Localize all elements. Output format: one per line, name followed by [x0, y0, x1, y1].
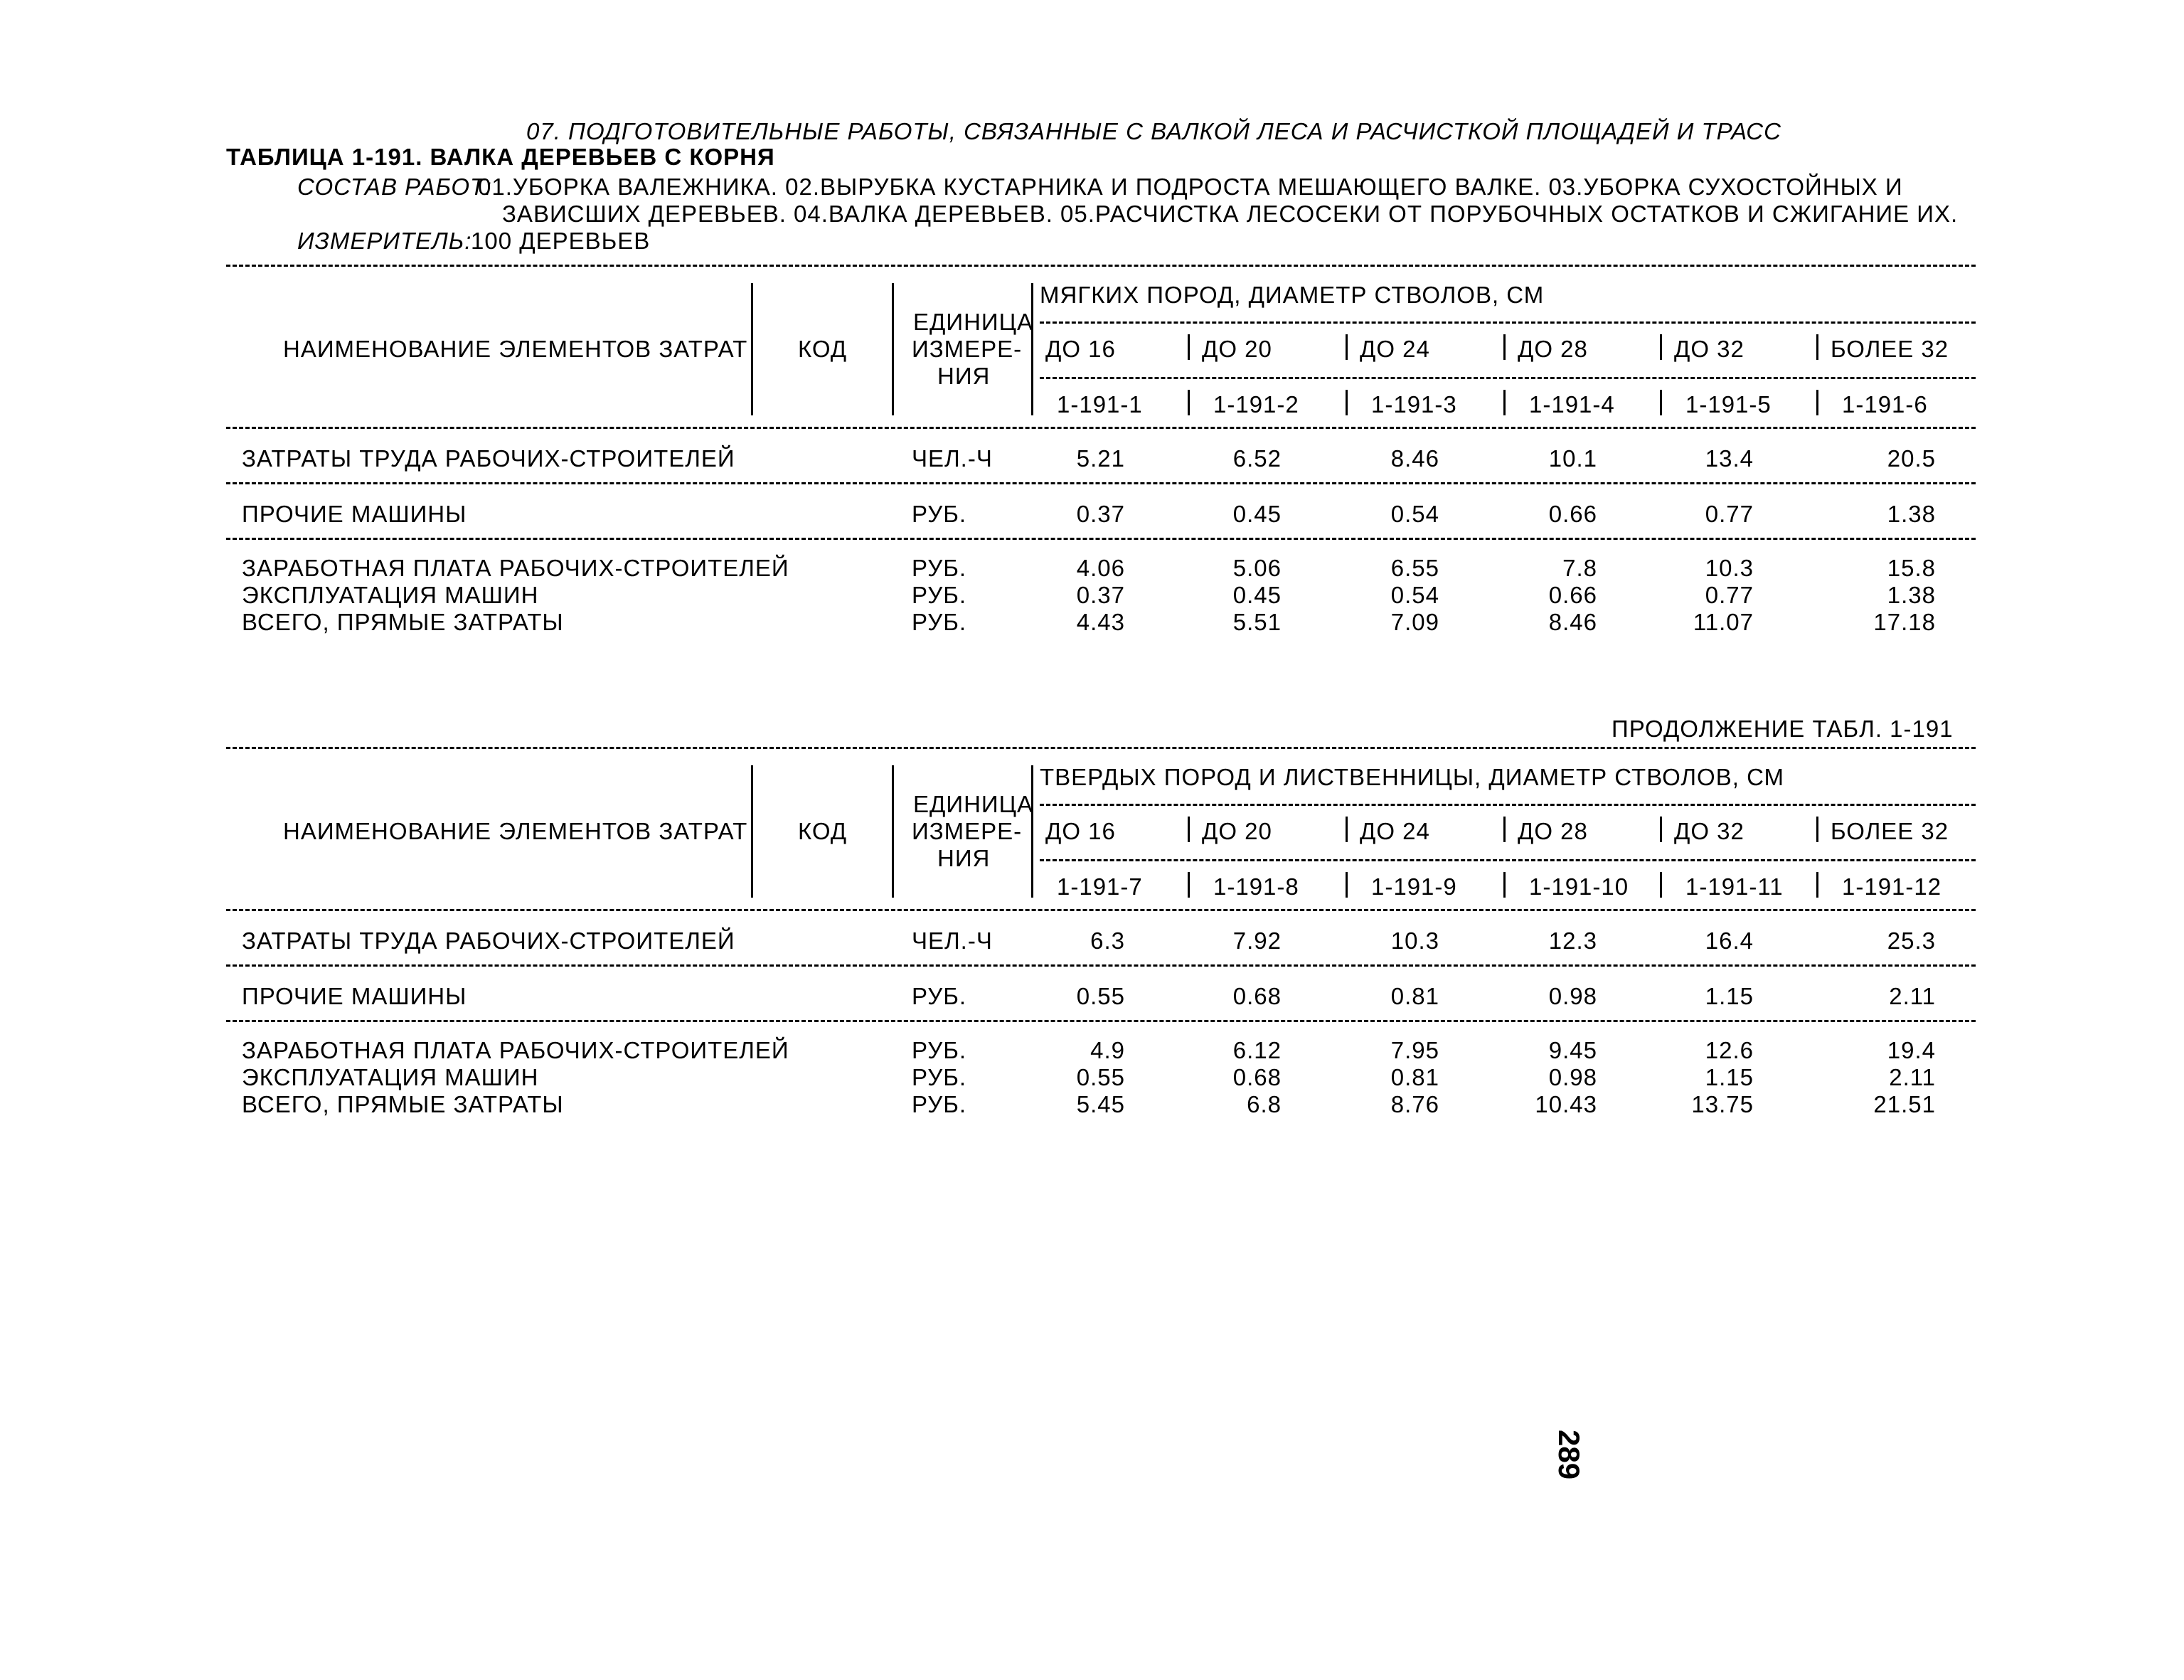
code-divider — [1816, 390, 1818, 415]
group-title: МЯГКИХ ПОРОД, ДИАМЕТР СТВОЛОВ, СМ — [1040, 282, 1545, 308]
row-value: 13.75 — [1691, 1091, 1754, 1117]
row-value: 8.76 — [1390, 1091, 1439, 1117]
diameter-header: БОЛЕЕ 32 — [1831, 336, 1949, 362]
row-rule — [226, 482, 1976, 484]
row-value: 2.11 — [1889, 1064, 1936, 1090]
header-name: НАИМЕНОВАНИЕ ЭЛЕМЕНТОВ ЗАТРАТ — [283, 336, 748, 362]
row-value: 0.45 — [1232, 501, 1282, 527]
row-value: 1.38 — [1887, 501, 1936, 527]
diameter-divider — [1031, 334, 1033, 360]
page-number: 289 — [1552, 1430, 1586, 1480]
row-unit: ЧЕЛ.-Ч — [912, 927, 993, 954]
rate-code: 1-191-9 — [1371, 873, 1457, 900]
diameter-divider — [1031, 817, 1033, 842]
row-unit: ЧЕЛ.-Ч — [912, 445, 993, 472]
row-unit: РУБ. — [912, 983, 967, 1009]
row-value: 10.43 — [1535, 1091, 1597, 1117]
row-value: 0.68 — [1232, 983, 1282, 1009]
header-unit-3: НИЯ — [937, 363, 991, 389]
diameter-header: ДО 28 — [1518, 336, 1588, 362]
row-value: 4.9 — [1090, 1037, 1125, 1063]
header-divider-name — [751, 765, 753, 898]
row-value: 6.12 — [1232, 1037, 1282, 1063]
rate-code: 1-191-6 — [1842, 391, 1928, 418]
row-value: 6.55 — [1390, 555, 1439, 581]
diameter-divider — [1660, 817, 1662, 842]
row-unit: РУБ. — [912, 1091, 967, 1117]
row-name: ВСЕГО, ПРЯМЫЕ ЗАТРАТЫ — [242, 609, 564, 635]
row-value: 10.3 — [1705, 555, 1754, 581]
row-value: 4.06 — [1076, 555, 1125, 581]
row-value: 7.8 — [1562, 555, 1597, 581]
row-value: 13.4 — [1705, 445, 1754, 472]
row-value: 2.11 — [1889, 983, 1936, 1009]
row-value: 1.38 — [1887, 582, 1936, 608]
row-value: 0.45 — [1232, 582, 1282, 608]
diameter-header: ДО 32 — [1674, 818, 1744, 844]
row-value: 20.5 — [1887, 445, 1936, 472]
code-divider — [1031, 872, 1033, 898]
row-name: ПРОЧИЕ МАШИНЫ — [242, 983, 467, 1009]
row-value: 21.51 — [1873, 1091, 1936, 1117]
row-value: 0.68 — [1232, 1064, 1282, 1090]
code-divider — [1188, 872, 1190, 898]
header-bottom-rule — [226, 427, 1976, 429]
header-unit-2: ИЗМЕРЕ- — [912, 336, 1023, 362]
diameter-rule — [1040, 377, 1976, 379]
row-value: 10.1 — [1548, 445, 1597, 472]
code-divider — [1816, 872, 1818, 898]
rate-code: 1-191-8 — [1213, 873, 1299, 900]
row-value: 17.18 — [1873, 609, 1936, 635]
row-name: ЗАТРАТЫ ТРУДА РАБОЧИХ-СТРОИТЕЛЕЙ — [242, 445, 735, 472]
row-value: 0.77 — [1705, 501, 1754, 527]
diameter-divider — [1346, 817, 1348, 842]
row-value: 4.43 — [1076, 609, 1125, 635]
rate-code: 1-191-4 — [1529, 391, 1615, 418]
rate-code: 1-191-11 — [1685, 873, 1784, 900]
row-value: 19.4 — [1887, 1037, 1936, 1063]
rate-code: 1-191-3 — [1371, 391, 1457, 418]
code-divider — [1188, 390, 1190, 415]
work-composition-line-2: ЗАВИСШИХ ДЕРЕВЬЕВ. 04.ВАЛКА ДЕРЕВЬЕВ. 05.РАСЧИСТКА ЛЕСОСЕКИ ОТ ПОРУБОЧНЫХ ОСТАТКОВ И СЖИГАНИЕ ИХ. — [502, 201, 1959, 227]
diameter-divider — [1816, 817, 1818, 842]
measure-label: ИЗМЕРИТЕЛЬ: — [297, 228, 472, 254]
row-value: 1.15 — [1705, 983, 1754, 1009]
row-name: ПРОЧИЕ МАШИНЫ — [242, 501, 467, 527]
row-value: 0.81 — [1390, 1064, 1439, 1090]
diameter-divider — [1660, 334, 1662, 360]
row-rule — [226, 964, 1976, 967]
header-divider-code — [892, 765, 894, 898]
diameter-divider — [1503, 334, 1506, 360]
diameter-header: ДО 20 — [1202, 336, 1272, 362]
diameter-header: ДО 24 — [1360, 336, 1430, 362]
row-value: 8.46 — [1390, 445, 1439, 472]
row-value: 7.92 — [1232, 927, 1282, 954]
row-name: ЗАРАБОТНАЯ ПЛАТА РАБОЧИХ-СТРОИТЕЛЕЙ — [242, 555, 789, 581]
diameter-header: БОЛЕЕ 32 — [1831, 818, 1949, 844]
row-value: 0.54 — [1390, 582, 1439, 608]
code-divider — [1503, 390, 1506, 415]
measure-value: 100 ДЕРЕВЬЕВ — [471, 228, 651, 254]
header-code: КОД — [798, 336, 848, 362]
row-name: ЗАТРАТЫ ТРУДА РАБОЧИХ-СТРОИТЕЛЕЙ — [242, 927, 735, 954]
row-value: 1.15 — [1705, 1064, 1754, 1090]
header-divider-name — [751, 283, 753, 415]
table-top-rule — [226, 747, 1976, 749]
row-value: 5.51 — [1232, 609, 1282, 635]
diameter-rule — [1040, 859, 1976, 861]
row-unit: РУБ. — [912, 1064, 967, 1090]
row-value: 5.06 — [1232, 555, 1282, 581]
group-rule — [1040, 804, 1976, 806]
diameter-header: ДО 28 — [1518, 818, 1588, 844]
code-divider — [1660, 390, 1662, 415]
row-value: 6.8 — [1247, 1091, 1282, 1117]
row-value: 5.21 — [1076, 445, 1125, 472]
work-composition-line-1: 01.УБОРКА ВАЛЕЖНИКА. 02.ВЫРУБКА КУСТАРНИКА И ПОДРОСТА МЕШАЮЩЕГО ВАЛКЕ. 03.УБОРКА СУХОСТОЙНЫХ И — [478, 174, 1903, 200]
row-name: ВСЕГО, ПРЯМЫЕ ЗАТРАТЫ — [242, 1091, 564, 1117]
diameter-divider — [1503, 817, 1506, 842]
rate-code: 1-191-12 — [1842, 873, 1942, 900]
diameter-header: ДО 24 — [1360, 818, 1430, 844]
continuation-label: ПРОДОЛЖЕНИЕ ТАБЛ. 1-191 — [1612, 716, 1954, 742]
row-value: 12.6 — [1705, 1037, 1754, 1063]
code-divider — [1660, 872, 1662, 898]
row-unit: РУБ. — [912, 501, 967, 527]
group-title: ТВЕРДЫХ ПОРОД И ЛИСТВЕННИЦЫ, ДИАМЕТР СТВОЛОВ, СМ — [1040, 764, 1785, 790]
diameter-header: ДО 20 — [1202, 818, 1272, 844]
row-value: 15.8 — [1887, 555, 1936, 581]
row-value: 0.55 — [1076, 1064, 1125, 1090]
row-value: 12.3 — [1548, 927, 1597, 954]
row-unit: РУБ. — [912, 609, 967, 635]
row-unit: РУБ. — [912, 1037, 967, 1063]
row-name: ЭКСПЛУАТАЦИЯ МАШИН — [242, 582, 539, 608]
row-value: 0.55 — [1076, 983, 1125, 1009]
row-name: ЭКСПЛУАТАЦИЯ МАШИН — [242, 1064, 539, 1090]
row-value: 0.77 — [1705, 582, 1754, 608]
header-unit-3: НИЯ — [937, 845, 991, 871]
header-unit-2: ИЗМЕРЕ- — [912, 818, 1023, 844]
row-rule — [226, 538, 1976, 540]
row-value: 6.3 — [1090, 927, 1125, 954]
row-value: 8.46 — [1548, 609, 1597, 635]
section-title: 07. ПОДГОТОВИТЕЛЬНЫЕ РАБОТЫ, СВЯЗАННЫЕ С ВАЛКОЙ ЛЕСА И РАСЧИСТКОЙ ПЛОЩАДЕЙ И ТРАСС — [526, 118, 1781, 144]
row-value: 5.45 — [1076, 1091, 1125, 1117]
row-value: 0.37 — [1076, 501, 1125, 527]
row-value: 11.07 — [1693, 609, 1754, 635]
work-composition-label: СОСТАВ РАБОТ: — [297, 174, 492, 200]
row-value: 16.4 — [1705, 927, 1754, 954]
row-value: 0.98 — [1548, 1064, 1597, 1090]
diameter-header: ДО 16 — [1045, 818, 1116, 844]
row-value: 0.66 — [1548, 501, 1597, 527]
diameter-divider — [1188, 817, 1190, 842]
diameter-header: ДО 32 — [1674, 336, 1744, 362]
group-rule — [1040, 321, 1976, 324]
header-unit-1: ЕДИНИЦА — [913, 309, 1034, 335]
header-bottom-rule — [226, 909, 1976, 911]
row-name: ЗАРАБОТНАЯ ПЛАТА РАБОЧИХ-СТРОИТЕЛЕЙ — [242, 1037, 789, 1063]
table-title: ТАБЛИЦА 1-191. ВАЛКА ДЕРЕВЬЕВ С КОРНЯ — [226, 144, 775, 170]
row-unit: РУБ. — [912, 555, 967, 581]
code-divider — [1346, 872, 1348, 898]
row-value: 0.37 — [1076, 582, 1125, 608]
rate-code: 1-191-5 — [1685, 391, 1772, 418]
rate-code: 1-191-10 — [1529, 873, 1629, 900]
row-value: 9.45 — [1548, 1037, 1597, 1063]
row-value: 10.3 — [1390, 927, 1439, 954]
row-value: 7.95 — [1390, 1037, 1439, 1063]
row-value: 0.98 — [1548, 983, 1597, 1009]
row-value: 6.52 — [1232, 445, 1282, 472]
diameter-divider — [1816, 334, 1818, 360]
code-divider — [1346, 390, 1348, 415]
table-top-rule — [226, 265, 1976, 267]
diameter-divider — [1346, 334, 1348, 360]
row-value: 0.66 — [1548, 582, 1597, 608]
header-divider-code — [892, 283, 894, 415]
rate-code: 1-191-1 — [1057, 391, 1143, 418]
code-divider — [1031, 390, 1033, 415]
row-value: 0.81 — [1390, 983, 1439, 1009]
row-rule — [226, 1020, 1976, 1022]
rate-code: 1-191-2 — [1213, 391, 1299, 418]
header-code: КОД — [798, 818, 848, 844]
row-value: 25.3 — [1887, 927, 1936, 954]
diameter-header: ДО 16 — [1045, 336, 1116, 362]
row-value: 7.09 — [1390, 609, 1439, 635]
row-value: 0.54 — [1390, 501, 1439, 527]
header-unit-1: ЕДИНИЦА — [913, 791, 1034, 817]
rate-code: 1-191-7 — [1057, 873, 1143, 900]
header-name: НАИМЕНОВАНИЕ ЭЛЕМЕНТОВ ЗАТРАТ — [283, 818, 748, 844]
row-unit: РУБ. — [912, 582, 967, 608]
diameter-divider — [1188, 334, 1190, 360]
code-divider — [1503, 872, 1506, 898]
